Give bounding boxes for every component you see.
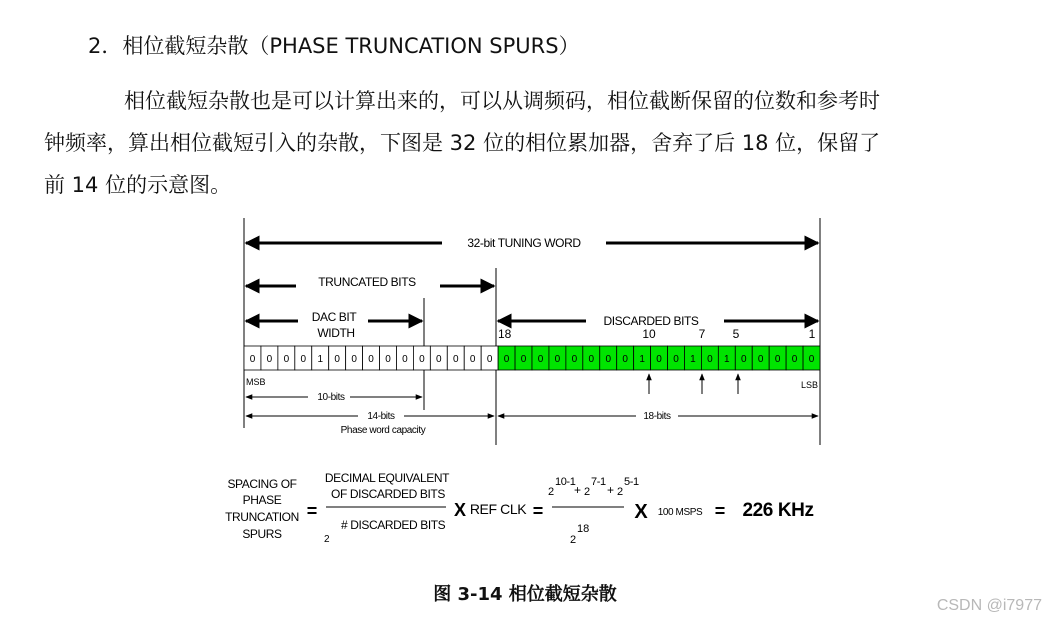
numerator-line-2: OF DISCARDED BITS	[331, 487, 445, 501]
dac-label-line1: DAC BIT	[311, 310, 357, 324]
phase-capacity-label: Phase word capacity	[340, 425, 426, 436]
term1-base: 2	[548, 486, 555, 498]
numerator-line-1: DECIMAL EQUIVALENT	[324, 471, 450, 485]
bit-value: 0	[419, 354, 425, 365]
fourteen-bits-label: 14-bits	[367, 411, 395, 422]
truncated-bits-label: TRUNCATED BITS	[318, 275, 416, 289]
bit-1-label: 1	[808, 327, 816, 341]
equals-1: =	[306, 501, 318, 521]
figure-caption: 图 3-14 相位截短杂散	[433, 584, 617, 605]
bit-10-label: 10	[642, 327, 656, 341]
bit-value: 0	[673, 354, 679, 365]
bit-value: 0	[520, 354, 527, 365]
bit-value: 0	[791, 354, 798, 365]
bit-value: 0	[588, 354, 595, 365]
bit-value: 0	[469, 354, 476, 365]
bit-value: 0	[486, 354, 493, 365]
bit-5-label: 5	[732, 327, 740, 341]
bit-value: 0	[707, 354, 713, 365]
bit-value: 0	[554, 354, 561, 365]
bit-value: 0	[503, 354, 510, 365]
lhs-line-2: PHASE	[242, 493, 282, 507]
term3-base: 2	[617, 486, 624, 498]
paragraph-line-3: 前 14 位的示意图。	[44, 173, 232, 197]
bit-value: 0	[757, 354, 764, 365]
bit-value: 0	[300, 354, 307, 365]
msb-label: MSB	[246, 377, 266, 387]
lhs-line-1: SPACING OF	[227, 477, 297, 491]
bit-value: 0	[774, 354, 781, 365]
lhs-line-3: TRUNCATION	[225, 510, 299, 524]
bit-value: 0	[368, 354, 374, 365]
bit-value: 1	[690, 354, 696, 365]
tuning-word-label: 32-bit TUNING WORD	[467, 236, 581, 250]
eighteen-bits-label: 18-bits	[643, 411, 671, 422]
denominator2-exponent: 18	[577, 523, 590, 535]
bit-value: 1	[317, 354, 324, 365]
lsb-label: LSB	[800, 380, 818, 390]
lhs-line-4: SPURS	[242, 527, 282, 541]
bit-value: 0	[808, 354, 815, 365]
bit-7-label: 7	[698, 327, 706, 341]
bit-value: 0	[622, 354, 628, 365]
bit-value: 0	[452, 354, 459, 365]
bit-value: 0	[402, 354, 408, 365]
bit-value: 0	[656, 354, 662, 365]
bit-value: 0	[266, 354, 273, 365]
bit-value: 0	[385, 354, 391, 365]
bit-value: 0	[537, 354, 544, 365]
times-2: X	[634, 501, 648, 523]
csdn-watermark: CSDN @i7977	[936, 597, 1042, 614]
dac-label-line2: WIDTH	[317, 326, 355, 340]
times-1: X	[453, 500, 467, 520]
paragraph-line-2: 钟频率，算出相位截短引入的杂散，下图是 32 位的相位累加器，舍弃了后 18 位，保留了	[44, 131, 881, 155]
bit-value: 0	[571, 354, 578, 365]
plus-1: +	[574, 483, 582, 497]
term1-exponent: 10-1	[555, 476, 576, 488]
term3-exponent: 5-1	[624, 476, 639, 488]
bit-value: 1	[724, 354, 730, 365]
bit-value: 0	[249, 354, 256, 365]
term2-base: 2	[584, 486, 591, 498]
denominator-base: 2	[324, 534, 330, 545]
section-heading: 2．相位截短杂散（PHASE TRUNCATION SPURS）	[88, 34, 580, 58]
discarded-bits-label: DISCARDED BITS	[603, 314, 699, 328]
bit-value: 1	[639, 354, 645, 365]
bit-cell-row	[244, 346, 820, 370]
spur-spacing-formula	[225, 471, 813, 546]
bit-value: 0	[351, 354, 357, 365]
msps-label: 100 MSPS	[657, 507, 703, 518]
ten-bits-label: 10-bits	[317, 392, 345, 403]
equals-2: =	[532, 501, 544, 521]
term2-exponent: 7-1	[591, 476, 606, 488]
bit-value: 0	[436, 354, 442, 365]
bit-value: 0	[283, 354, 290, 365]
bit-value: 0	[605, 354, 612, 365]
denominator2-base: 2	[570, 534, 577, 546]
denominator-exponent: # DISCARDED BITS	[341, 518, 446, 532]
paragraph-line-1: 相位截短杂散也是可以计算出来的，可以从调频码，相位截断保留的位数和参考时	[124, 89, 880, 113]
bit-value: 0	[740, 354, 747, 365]
bit-18-label: 18	[498, 327, 512, 341]
equals-3: =	[714, 501, 726, 521]
ref-clk-label: REF CLK	[469, 501, 527, 517]
result-value: 226 KHz	[742, 500, 814, 521]
plus-2: +	[607, 483, 615, 497]
bit-value: 0	[334, 354, 340, 365]
